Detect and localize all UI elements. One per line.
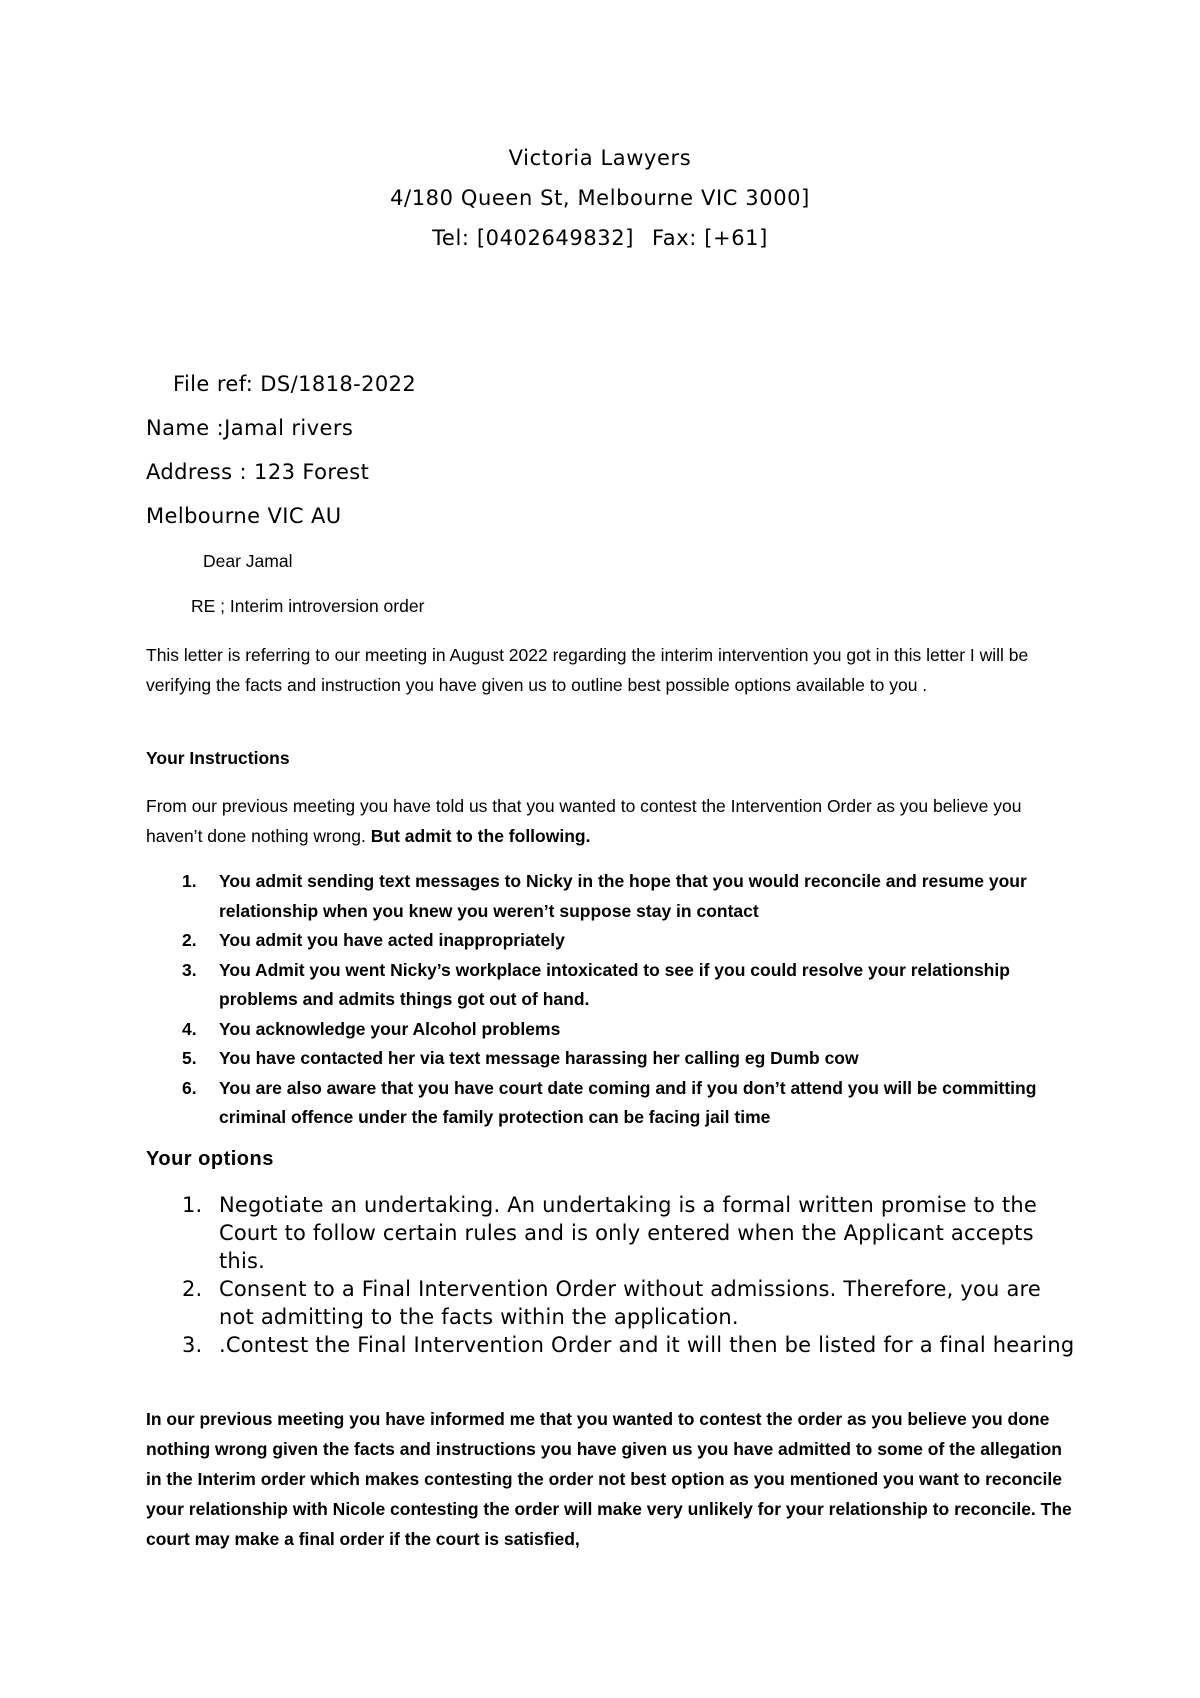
salutation: Dear Jamal xyxy=(203,551,293,571)
recipient-name: Name :Jamal rivers xyxy=(146,416,354,440)
firm-name: Victoria Lawyers xyxy=(508,146,692,170)
closing-paragraph: In our previous meeting you have informed me that you wanted to contest the order as you believe you done nothing wrong given the facts and instructions you have given us you have admitted to some of the allegation in the Interim order which makes contesting the order not best option as you mentioned you want to reconcile your relationship with Nicole contesting the order will make very unlikely for your relationship to reconcile. The court may make a final order if the court is satisfied, xyxy=(146,1409,1072,1549)
options-list xyxy=(146,1191,1076,1359)
list-item: 4. You acknowledge your Alcohol problems xyxy=(182,1018,561,1039)
re-line: RE ; Interim introversion order xyxy=(191,596,425,616)
recipient-block xyxy=(146,369,416,545)
instructions-intro-bold: But admit to the following. xyxy=(365,825,591,846)
options-heading: Your options xyxy=(146,1148,274,1170)
list-item: 6. You are also aware that you have court date coming and if you don’t attend you will be committing criminal offence under the family protection can be facing jail time xyxy=(182,1077,1037,1127)
file-reference: File ref: DS/1818-2022 xyxy=(173,372,417,396)
list-item: 5. You have contacted her via text message harassing her calling eg Dumb cow xyxy=(182,1048,859,1068)
instructions-heading: Your Instructions xyxy=(146,748,290,768)
letterhead xyxy=(0,143,1200,263)
firm-contact xyxy=(0,223,1200,263)
instructions-intro-text: From our previous meeting you have told us that you wanted to contest the Intervention Order as you believe you haven’t done nothing wrong. xyxy=(146,796,1022,846)
list-item: 3. You Admit you went Nicky’s workplace intoxicated to see if you could resolve your relationship problems and admits things got out of hand. xyxy=(182,959,1010,1009)
list-item: 1. Negotiate an undertaking. An undertaking is a formal written promise to the Court to follow certain rules and is only entered when the Applicant accepts this. xyxy=(182,1193,1038,1273)
list-item: 3. .Contest the Final Intervention Order and it will then be listed for a final hearing xyxy=(182,1333,1075,1357)
instructions-intro xyxy=(146,792,1076,851)
firm-fax: Fax: [+61] xyxy=(652,226,768,250)
recipient-city: Melbourne VIC AU xyxy=(146,504,342,528)
list-item: 2. You admit you have acted inappropriately xyxy=(182,930,565,950)
recipient-address: Address : 123 Forest xyxy=(146,460,370,484)
intro-paragraph: This letter is referring to our meeting in August 2022 regarding the interim intervention you got in this letter I will be verifying the facts and instruction you have given us to outline best possible options available to you . xyxy=(146,645,1029,695)
firm-address: 4/180 Queen St, Melbourne VIC 3000] xyxy=(390,186,810,210)
instructions-list xyxy=(146,867,1076,1133)
list-item: 2. Consent to a Final Intervention Order without admissions. Therefore, you are not admitting to the facts within the application. xyxy=(182,1277,1042,1329)
list-item: 1. You admit sending text messages to Nicky in the hope that you would reconcile and resume your relationship when you knew you weren’t suppose stay in contact xyxy=(182,871,1027,921)
firm-tel: Tel: [0402649832] xyxy=(432,226,635,250)
